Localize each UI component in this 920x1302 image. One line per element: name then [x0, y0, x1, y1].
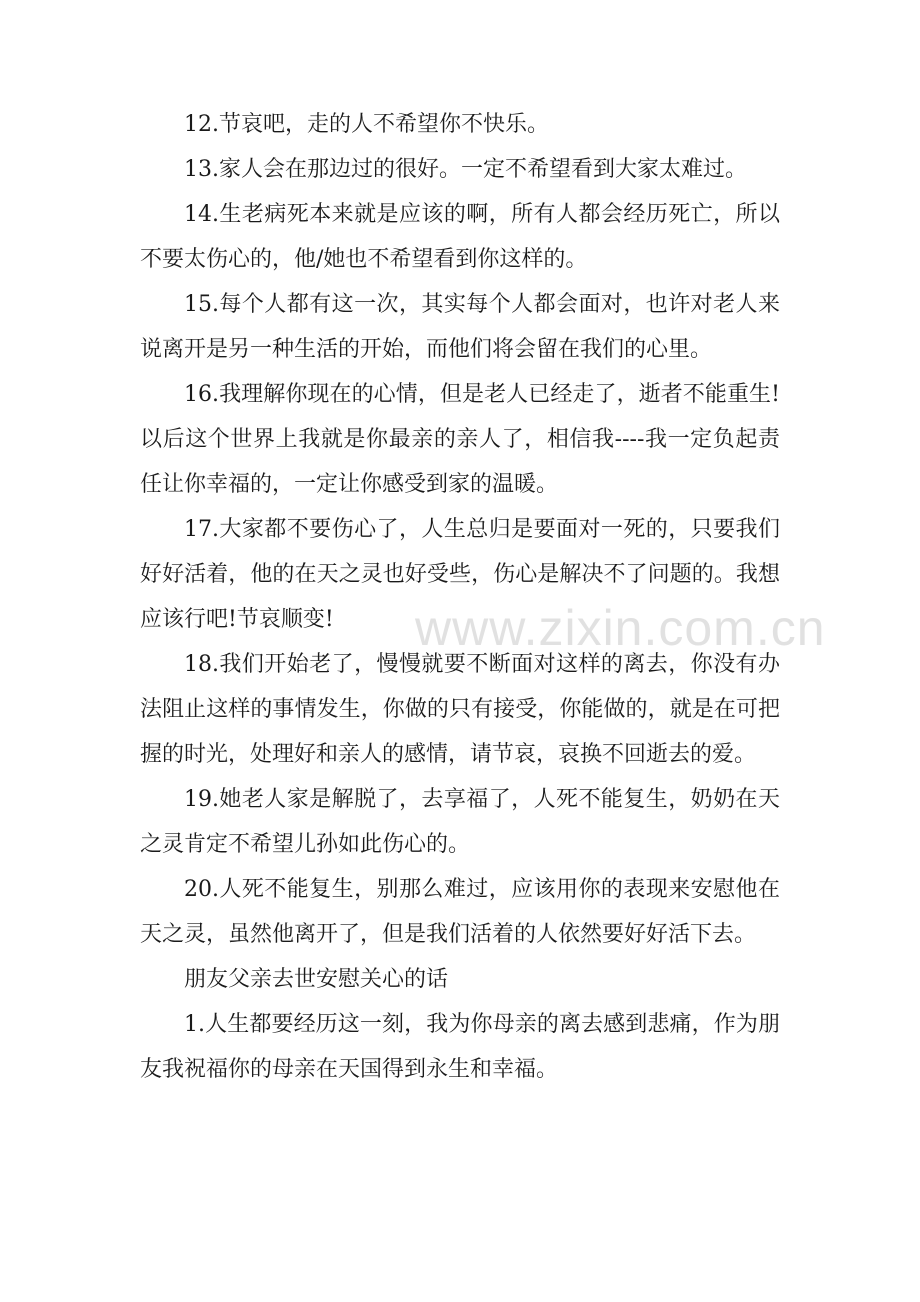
paragraph-16: 16.我理解你现在的心情，但是老人已经走了，逝者不能重生!以后这个世界上我就是你最亲的亲人了，相信我----我一定负起责任让你幸福的，一定让你感受到家的温暖。	[140, 382, 780, 497]
paragraph-17: 17.大家都不要伤心了，人生总归是要面对一死的，只要我们好好活着，他的在天之灵也好受些，伤心是解决不了问题的。我想应该行吧!节哀顺变!	[140, 517, 780, 632]
watermark: www.zixin.com.cn	[415, 600, 826, 656]
paragraph-13: 13.家人会在那边过的很好。一定不希望看到大家太难过。	[184, 157, 747, 182]
paragraph-14: 14.生老病死本来就是应该的啊，所有人都会经历死亡，所以不要太伤心的，他/她也不希望看到你这样的。	[140, 202, 780, 272]
paragraph-18: 18.我们开始老了，慢慢就要不断面对这样的离去，你没有办法阻止这样的事情发生，你做的只有接受，你能做的，就是在可把握的时光，处理好和亲人的感情，请节哀，哀换不回逝去的爱。	[140, 652, 780, 767]
section-heading: 朋友父亲去世安慰关心的话	[184, 967, 449, 992]
paragraph-20: 20.人死不能复生，别那么难过，应该用你的表现来安慰他在天之灵，虽然他离开了，但是我们活着的人依然要好好活下去。	[140, 877, 780, 947]
section-paragraph-1: 1.人生都要经历这一刻，我为你母亲的离去感到悲痛，作为朋友我祝福你的母亲在天国得到永生和幸福。	[140, 1012, 780, 1082]
document-body	[140, 102, 780, 1092]
paragraph-19: 19.她老人家是解脱了，去享福了，人死不能复生，奶奶在天之灵肯定不希望儿孙如此伤心的。	[140, 787, 780, 857]
paragraph-15: 15.每个人都有这一次，其实每个人都会面对，也许对老人来说离开是另一种生活的开始，而他们将会留在我们的心里。	[140, 292, 780, 362]
paragraph-12: 12.节哀吧，走的人不希望你不快乐。	[184, 112, 549, 137]
